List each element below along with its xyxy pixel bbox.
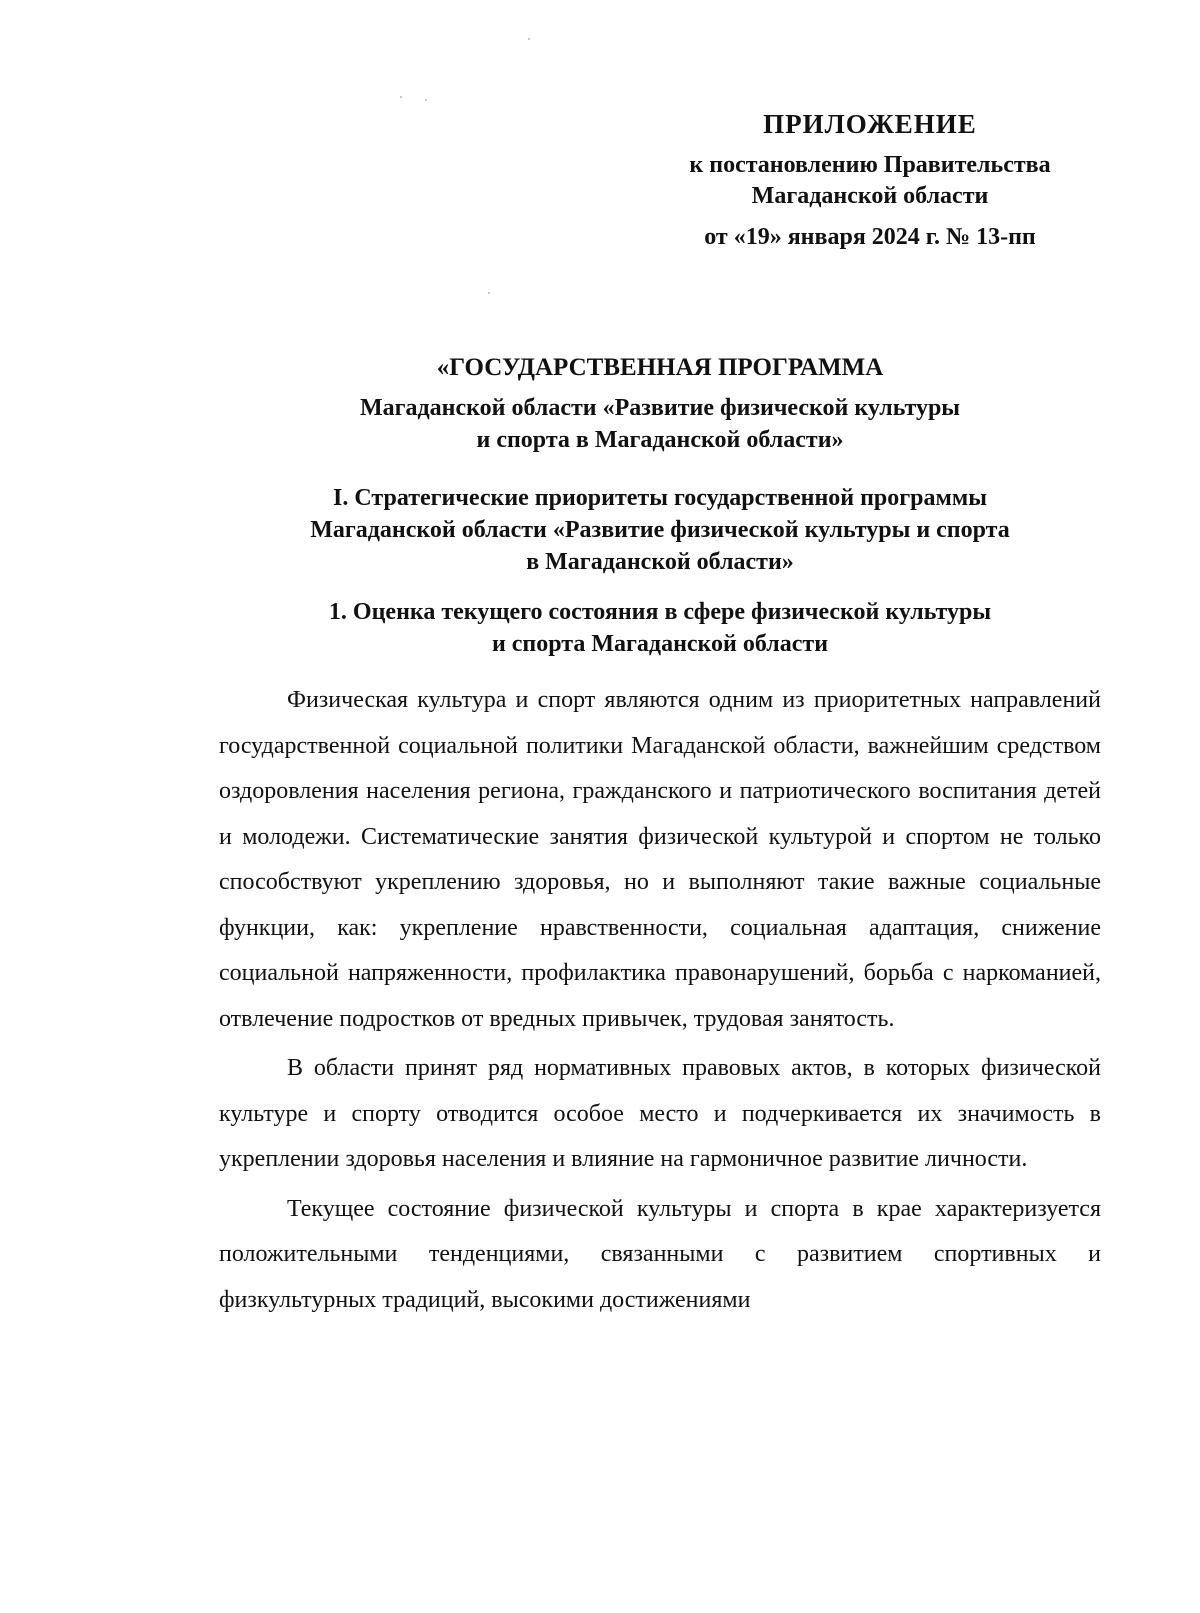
- program-title-line-1: Магаданской области «Развитие физической культуры: [359, 395, 961, 421]
- appendix-line-2: Магаданской области: [751, 183, 989, 209]
- body-text: [219, 678, 1101, 1327]
- section-heading-line-2: Магаданской области «Развитие физической культуры и спорта: [310, 517, 1010, 543]
- paragraph: В области принят ряд нормативных правовых актов, в которых физической культуре и спорту отводится особое место и подчеркивается их значимость в укреплении здоровья населения и влияние на гармоничное развитие личности.: [219, 1055, 1101, 1172]
- appendix-line-1: к постановлению Правительства: [689, 152, 1051, 178]
- program-title-line-2: и спорта в Магаданской области»: [476, 427, 844, 453]
- scan-speck: [400, 96, 402, 98]
- subsection-heading-line-1: 1. Оценка текущего состояния в сфере физической культуры: [328, 599, 992, 625]
- paragraph: Физическая культура и спорт являются одним из приоритетных направлений государственной социальной политики Магаданской области, важнейшим средством оздоровления населения региона, гражданского и патриотического воспитания детей и молодежи. Систематические занятия физической культурой и спортом не только способствуют укреплению здоровья, но и выполняют такие важные социальные функции, как: укрепление нравственности, социальная адаптация, снижение социальной напряженности, профилактика правонарушений, борьба с наркоманией, отвлечение подростков от вредных привычек, трудовая занятость.: [219, 687, 1101, 1032]
- paragraph: Текущее состояние физической культуры и спорта в крае характеризуется положительными тенденциями, связанными с развитием спортивных и физкультурных традиций, высокими достижениями: [219, 1195, 1101, 1313]
- section-heading-line-3: в Магаданской области»: [526, 549, 794, 575]
- scan-speck: [425, 99, 427, 101]
- appendix-date: от «19» января 2024 г. № 13-пп: [704, 224, 1036, 250]
- program-title-block: [220, 352, 1100, 456]
- subsection-heading: [220, 596, 1100, 660]
- section-heading: [220, 482, 1100, 578]
- scan-speck: [488, 292, 490, 294]
- appendix-title: ПРИЛОЖЕНИЕ: [763, 109, 977, 139]
- subsection-heading-line-2: и спорта Магаданской области: [491, 631, 829, 657]
- program-title: «ГОСУДАРСТВЕННАЯ ПРОГРАММА: [436, 354, 884, 381]
- appendix-header: [640, 108, 1100, 253]
- scan-speck: [528, 38, 530, 40]
- section-heading-line-1: I. Стратегические приоритеты государственной программы: [333, 485, 987, 511]
